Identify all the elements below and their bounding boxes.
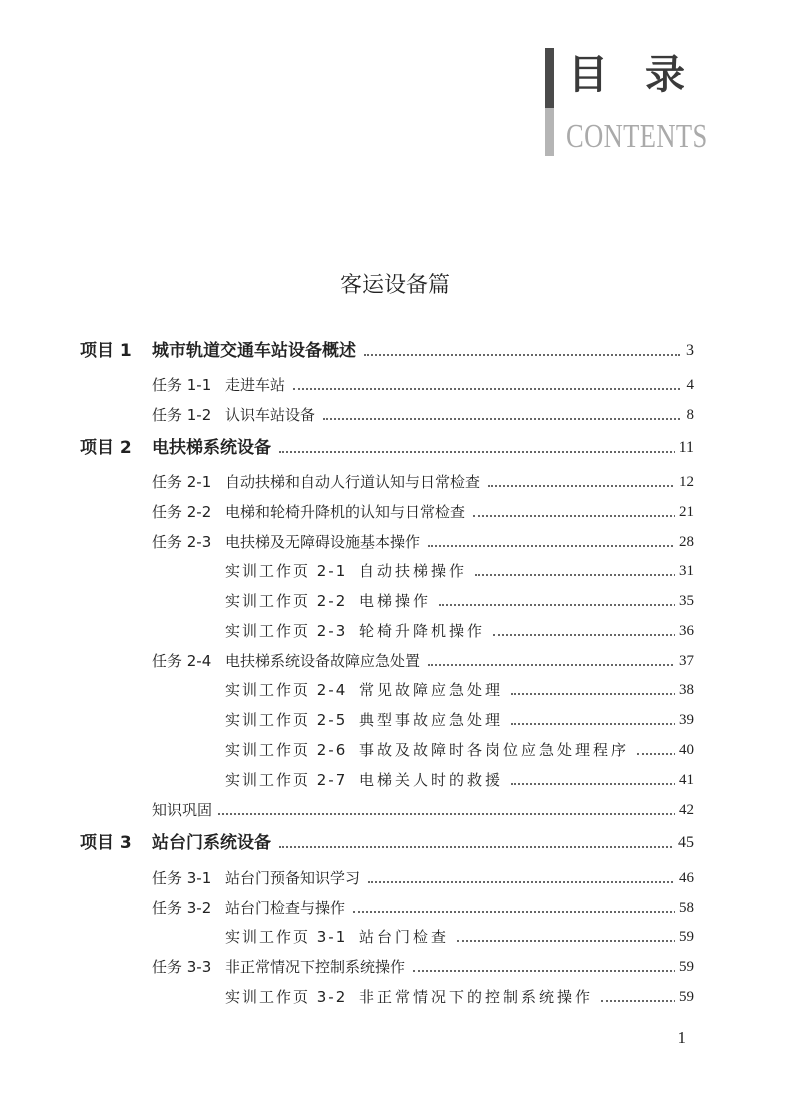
toc-leader-dots <box>601 1000 680 1002</box>
toc-entry-page: 59 <box>675 952 694 982</box>
toc-entry-title: 站台门系统设备 <box>152 828 277 858</box>
page-title-char-2: 录 <box>645 52 685 98</box>
toc-entry-label: 实训工作页 3-1 <box>225 922 351 952</box>
toc-entry-page: 59 <box>675 922 694 952</box>
toc-entry[interactable] <box>0 370 790 400</box>
toc-leader-dots <box>493 634 680 636</box>
toc-entry-title: 非正常情况下的控制系统操作 <box>359 982 599 1012</box>
toc-entry[interactable] <box>0 433 790 463</box>
toc-entry-page: 35 <box>675 586 694 616</box>
toc-entry[interactable] <box>0 735 790 765</box>
toc-entry-label: 实训工作页 2-7 <box>225 765 351 795</box>
toc-entry-label: 实训工作页 2-5 <box>225 705 351 735</box>
toc-entry-label: 实训工作页 2-4 <box>225 675 351 705</box>
toc-entry-page: 39 <box>675 705 694 735</box>
toc-leader-dots <box>364 354 680 356</box>
toc-entry[interactable] <box>0 922 790 952</box>
toc-entry-label: 实训工作页 3-2 <box>225 982 351 1012</box>
toc-entry[interactable] <box>0 893 790 923</box>
toc-entry-title: 站台门检查 <box>359 922 455 952</box>
toc-entry[interactable] <box>0 556 790 586</box>
toc-leader-dots <box>323 418 680 420</box>
toc-entry-title: 自动扶梯和自动人行道认知与日常检查 <box>225 467 486 497</box>
toc-entry-page: 31 <box>675 556 694 586</box>
section-title: 客运设备篇 <box>339 273 450 298</box>
toc-entry[interactable] <box>0 982 790 1012</box>
toc-entry-title: 电梯和轮椅升降机的认知与日常检查 <box>225 497 471 527</box>
toc-entry-label: 任务 3-2 <box>152 893 215 923</box>
toc-entry[interactable] <box>0 863 790 893</box>
page-number: 1 <box>677 1028 686 1047</box>
toc-entry-title: 电梯操作 <box>359 586 437 616</box>
toc-entry[interactable] <box>0 795 790 825</box>
toc-leader-dots <box>511 783 680 785</box>
toc-leader-dots <box>475 574 680 576</box>
toc-entry-label: 任务 2-1 <box>152 467 215 497</box>
page-title-char-1: 目 <box>568 52 608 98</box>
toc-leader-dots <box>511 723 680 725</box>
toc-entry-page: 40 <box>675 735 694 765</box>
toc-entry-page: 38 <box>675 675 694 705</box>
toc-entry-label: 实训工作页 2-2 <box>225 586 351 616</box>
toc-entry-label: 任务 2-4 <box>152 646 215 676</box>
toc-entry[interactable] <box>0 586 790 616</box>
toc-entry[interactable] <box>0 616 790 646</box>
toc-entry[interactable] <box>0 952 790 982</box>
toc-entry-label: 项目 1 <box>80 336 136 366</box>
page-subtitle: CONTENTS <box>566 118 708 155</box>
toc-entry-title: 典型事故应急处理 <box>359 705 509 735</box>
toc-entry-page: 41 <box>675 765 694 795</box>
toc-entry-label: 任务 3-1 <box>152 863 215 893</box>
toc-entry[interactable] <box>0 828 790 858</box>
toc-entry-label: 任务 1-1 <box>152 370 215 400</box>
toc-entry-page: 59 <box>675 982 694 1012</box>
toc-leader-dots <box>279 451 680 453</box>
toc-leader-dots <box>368 881 680 883</box>
toc-entry-page: 37 <box>675 646 694 676</box>
toc-entry-label: 项目 2 <box>80 433 136 463</box>
toc-leader-dots <box>353 911 680 913</box>
toc-entry-title: 电扶梯及无障碍设施基本操作 <box>225 527 426 557</box>
toc-entry-page: 11 <box>675 433 694 463</box>
toc-entry[interactable] <box>0 646 790 676</box>
toc-leader-dots <box>218 813 680 815</box>
toc-entry-title: 自动扶梯操作 <box>359 556 473 586</box>
toc-leader-dots <box>457 940 680 942</box>
toc-entry-title: 轮椅升降机操作 <box>359 616 491 646</box>
toc-entry[interactable] <box>0 336 790 366</box>
toc-entry-label: 任务 2-2 <box>152 497 215 527</box>
toc-entry-label: 任务 2-3 <box>152 527 215 557</box>
toc-entry-page: 12 <box>675 467 694 497</box>
toc-entry-title: 走进车站 <box>225 370 291 400</box>
toc-entry[interactable] <box>0 497 790 527</box>
toc-entry-label: 知识巩固 <box>152 795 216 825</box>
toc-entry-page: 46 <box>675 863 694 893</box>
toc-leader-dots <box>511 693 680 695</box>
toc-entry-page: 42 <box>675 795 694 825</box>
toc-entry-title: 城市轨道交通车站设备概述 <box>152 336 362 366</box>
toc-entry-page: 21 <box>675 497 694 527</box>
toc-entry-title: 非正常情况下控制系统操作 <box>225 952 411 982</box>
toc-entry-title: 认识车站设备 <box>225 400 321 430</box>
toc-entry-page: 3 <box>682 336 694 366</box>
toc-entry-label: 实训工作页 2-6 <box>225 735 351 765</box>
toc-entry-title: 电梯关人时的救援 <box>359 765 509 795</box>
toc-entry-title: 电扶梯系统设备故障应急处置 <box>225 646 426 676</box>
toc-entry-title: 事故及故障时各岗位应急处理程序 <box>359 735 635 765</box>
toc-entry-page: 8 <box>683 400 695 430</box>
toc-entry-page: 36 <box>675 616 694 646</box>
toc-leader-dots <box>279 846 680 848</box>
toc-entry[interactable] <box>0 705 790 735</box>
toc-entry-title: 常见故障应急处理 <box>359 675 509 705</box>
toc-leader-dots <box>293 388 680 390</box>
toc-leader-dots <box>428 545 680 547</box>
toc-entry-label: 任务 3-3 <box>152 952 215 982</box>
toc-entry-title: 站台门检查与操作 <box>225 893 351 923</box>
toc-entry-label: 实训工作页 2-3 <box>225 616 351 646</box>
toc-entry-page: 58 <box>675 893 694 923</box>
toc-entry-label: 任务 1-2 <box>152 400 215 430</box>
toc-entry[interactable] <box>0 675 790 705</box>
toc-entry-page: 45 <box>674 828 694 858</box>
toc-entry-label: 项目 3 <box>80 828 136 858</box>
toc-leader-dots <box>428 664 680 666</box>
toc-entry-label: 实训工作页 2-1 <box>225 556 351 586</box>
toc-leader-dots <box>473 515 680 517</box>
toc-leader-dots <box>637 753 680 755</box>
toc-entry[interactable] <box>0 400 790 430</box>
toc-entry-page: 4 <box>683 370 695 400</box>
toc-leader-dots <box>488 485 680 487</box>
toc-entry[interactable] <box>0 467 790 497</box>
toc-entry-title: 站台门预备知识学习 <box>225 863 366 893</box>
header-accent-bar <box>545 48 554 108</box>
toc-leader-dots <box>413 970 680 972</box>
toc-entry[interactable] <box>0 527 790 557</box>
toc-leader-dots <box>439 604 680 606</box>
header-accent-bar-light <box>545 108 554 156</box>
toc-entry-title: 电扶梯系统设备 <box>152 433 277 463</box>
toc-entry-page: 28 <box>675 527 694 557</box>
toc-entry[interactable] <box>0 765 790 795</box>
